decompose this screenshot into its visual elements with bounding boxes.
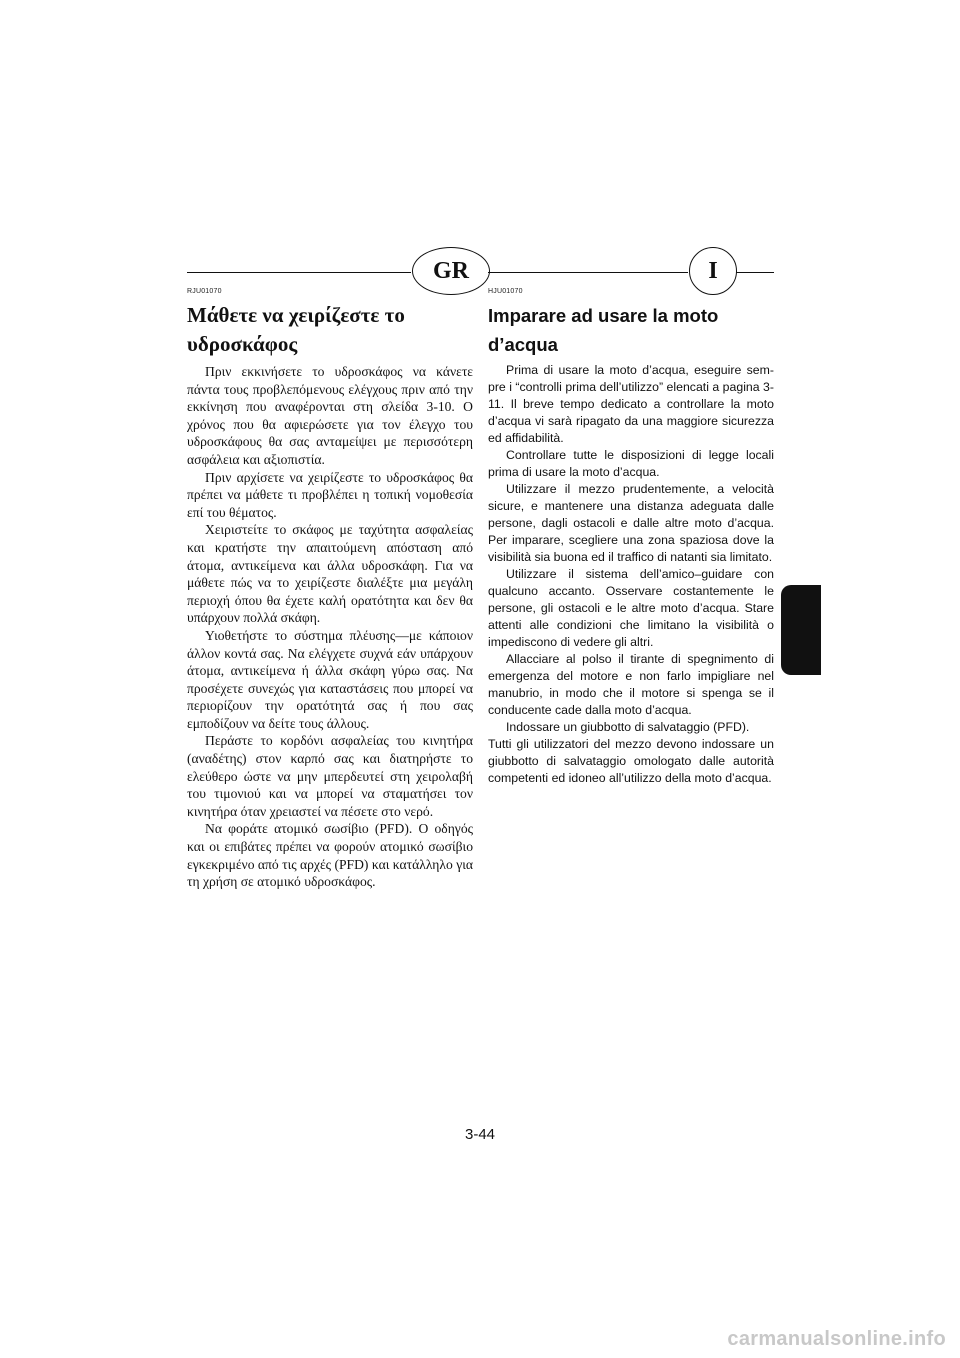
italian-paragraph: Utilizzare il mezzo prudentemente, a velocità sicure, e mantenere una distanza adeguata dalle persone, dagli ostacoli e dalle altre moto d’acqua. Per imparare, scegliere una zona spaziosa dove la visibilità sia buona ed il traffico di natanti sia limitato.	[488, 482, 774, 564]
greek-paragraph: Περάστε το κορδόνι ασφαλείας του κινητήρα (αναδέτης) στον καρπό σας και διατηρήστε το ελεύθερο ώστε να μην μπερδευτεί στη χειρολαβή του τιμονιού και να μπορεί να σταματήσει τον κινητήρα όταν χρειαστεί να πέσετε στο νερό.	[187, 733, 473, 819]
page-number: 3-44	[464, 1126, 496, 1143]
section-code-greek: RJU01070	[187, 288, 222, 295]
section-code-italian: HJU01070	[488, 288, 523, 295]
section-title-greek-line1: Μάθετε να χειρίζεστε το	[187, 303, 405, 327]
greek-paragraph: Υιοθετήστε το σύστημα πλέυσης—με κάποιον άλλον κοντά σας. Να ελέγχετε συχνά εάν υπάρχουν άτομα, αντικείμενα ή άλλα σκάφη γύρω σας. Να προσέχετε συνεχώς για καταστάσεις που μπορεί να περιορίζουν την ορατότητά σας ή που σας εμποδίζουν να δείτε τους άλλους.	[187, 627, 473, 731]
language-code-italian: I	[708, 257, 718, 284]
italian-column	[488, 288, 774, 787]
italian-paragraph: Indossare un giubbotto di salvataggio (PFD).	[506, 720, 750, 734]
greek-paragraph: Πριν αρχίσετε να χειρίζεστε το υδροσκάφος θα πρέπει να μάθετε τι προβλέπει η τοπική νομοθεσία επί του θέματος.	[187, 469, 473, 520]
header-rule-middle	[488, 272, 688, 273]
greek-paragraph: Να φοράτε ατομικό σωσίβιο (PFD). Ο οδηγός και οι επιβάτες πρέπει να φορούν ατομικό σωσίβιο εγκεκριμένο από τις αρχές (PFD) και κατάλληλο για τη χρήση σε ατομικό υδροσκάφος.	[187, 821, 473, 890]
section-title-greek	[187, 301, 473, 359]
header-rule-right	[736, 272, 774, 273]
greek-paragraph: Πριν εκκινήσετε το υδροσκάφος να κάνετε πάντα τους προβλεπόμενους ελέγχους πριν από την εκκίνηση που αναφέρονται στη σλείδα 3-10. Ο χρόνος που θα αφιερώσετε για τον έλεγχο του υδροσκάφους θα σας ανταμείψει με περισσότερη ασφάλεια και αξιοπιστία.	[187, 364, 473, 467]
italian-paragraph: Utilizzare il sistema dell’amico–guidare con qualcuno accanto. Osservare costantemente le persone, gli ostacoli e le altre moto d’acqua. Stare attenti alle condizioni che limitano la visibilità o impediscono di vedere gli altri.	[488, 567, 774, 649]
chapter-thumb-tab	[781, 585, 821, 675]
italian-paragraph: Prima di usare la moto d’acqua, eseguire sem-pre i “controlli prima dell’utilizzo” elencati a pagina 3-11. Il breve tempo dedicato a controllare la moto d’acqua vi sarà ripagato da una maggiore sicurezza ed affidabilità.	[488, 363, 774, 445]
greek-column	[187, 288, 473, 891]
section-title-italian-line2: d’acqua	[488, 334, 558, 355]
italian-paragraph: Tutti gli utilizzatori del mezzo devono indossare un giubbotto di salvataggio omologato dalle autorità competenti ed idoneo all’utilizzo della moto d’acqua.	[488, 737, 774, 785]
section-title-greek-line2: υδροσκάφος	[187, 332, 298, 356]
italian-paragraph: Allacciare al polso il tirante di spegnimento di emergenza del motore e non farlo impigliare nel manubrio, in modo che il motore si spenga se il conducente cade dalla moto d’acqua.	[488, 652, 774, 717]
greek-paragraph: Χειριστείτε το σκάφος με ταχύτητα ασφαλείας και κρατήστε την απαιτούμενη απόσταση από άτομα, αντικείμενα και άλλα υδροσκάφη. Για να μάθετε πώς να το χειρίζεστε διαλέξτε μια μεγάλη περιοχή όπου θα έχετε καλή ορατότητα και δεν θα υπάρχουν πολλά σκάφη.	[187, 522, 473, 626]
italian-paragraph: Controllare tutte le disposizioni di legge locali prima di usare la moto d’acqua.	[488, 448, 774, 479]
language-code-greek: GR	[433, 257, 469, 284]
watermark: carmanualsonline.info	[727, 1328, 946, 1350]
section-title-italian	[488, 301, 774, 359]
section-title-italian-line1: Imparare ad usare la moto	[488, 305, 719, 326]
header-rule-left	[187, 272, 411, 273]
